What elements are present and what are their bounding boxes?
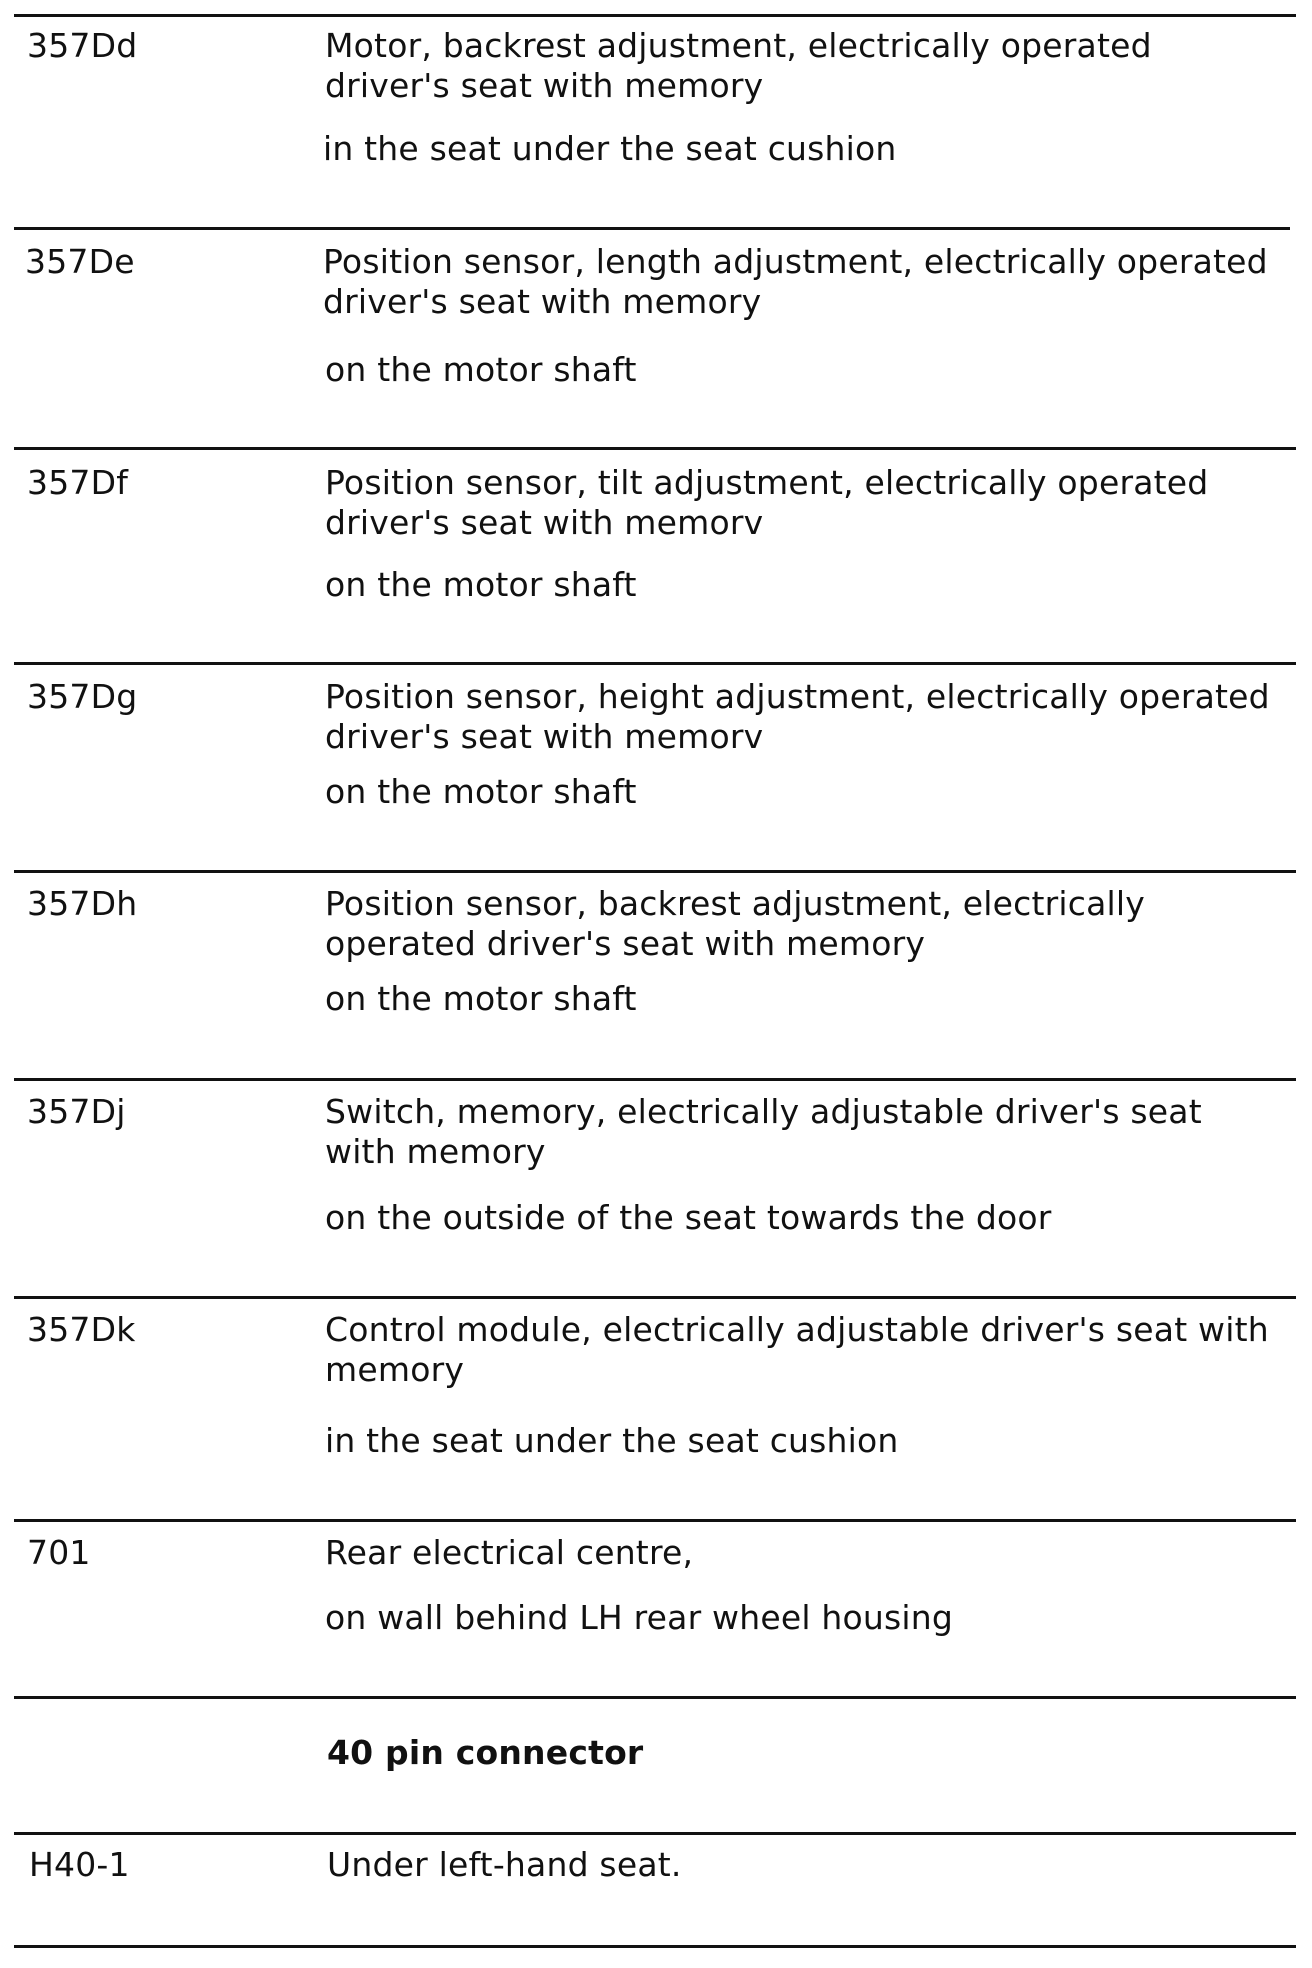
row-divider	[14, 1078, 1296, 1081]
component-location: on the motor shaft	[325, 565, 637, 604]
row-divider	[14, 14, 1296, 17]
row-divider	[14, 662, 1296, 665]
row-divider	[14, 1832, 1296, 1835]
component-code: 357Dk	[27, 1310, 136, 1349]
row-divider	[14, 227, 1290, 230]
component-location: on the motor shaft	[325, 979, 637, 1018]
component-description-line: driver's seat with memorv	[325, 717, 764, 756]
component-code: 701	[27, 1533, 91, 1572]
component-description-line: Position sensor, tilt adjustment, electrically operated	[325, 463, 1209, 502]
component-description-line: Switch, memory, electrically adjustable driver's seat	[325, 1092, 1202, 1131]
component-location: in the seat under the seat cushion	[325, 1421, 899, 1460]
component-description-line: Under left-hand seat.	[327, 1845, 682, 1884]
component-description-line: driver's seat with memorv	[325, 503, 764, 542]
component-code: 357Df	[27, 463, 129, 502]
component-location: on the outside of the seat towards the door	[325, 1198, 1052, 1237]
component-description-line: operated driver's seat with memory	[325, 924, 926, 963]
component-description-line: Motor, backrest adjustment, electrically operated	[325, 26, 1152, 65]
row-divider	[14, 1296, 1296, 1299]
component-code: 357De	[25, 242, 135, 281]
component-description-line: Position sensor, height adjustment, electrically operated	[325, 677, 1270, 716]
component-code: H40-1	[29, 1845, 130, 1884]
component-location: on wall behind LH rear wheel housing	[325, 1598, 954, 1637]
component-description-line: with memory	[325, 1132, 546, 1171]
component-location: on the motor shaft	[325, 350, 637, 389]
component-description-line: driver's seat with memory	[323, 282, 762, 321]
component-code: 357Dh	[27, 884, 138, 923]
row-divider	[14, 1945, 1296, 1948]
component-description-line: Position sensor, backrest adjustment, electrically	[325, 884, 1145, 923]
row-divider	[14, 870, 1296, 873]
row-divider	[14, 1519, 1296, 1522]
component-code: 357Dg	[27, 677, 138, 716]
row-divider	[14, 1696, 1296, 1699]
component-description-line: memory	[325, 1350, 465, 1389]
row-divider	[14, 447, 1296, 450]
component-location: on the motor shaft	[325, 772, 637, 811]
component-location: in the seat under the seat cushion	[323, 129, 897, 168]
component-description-line: Control module, electrically adjustable driver's seat with	[325, 1310, 1269, 1349]
component-description-line: Rear electrical centre,	[325, 1533, 694, 1572]
component-code: 357Dd	[27, 26, 138, 65]
component-code: 357Dj	[27, 1092, 126, 1131]
component-description-line: Position sensor, length adjustment, electrically operated	[323, 242, 1268, 281]
component-description-line: driver's seat with memory	[325, 66, 764, 105]
section-heading: 40 pin connector	[327, 1733, 644, 1772]
